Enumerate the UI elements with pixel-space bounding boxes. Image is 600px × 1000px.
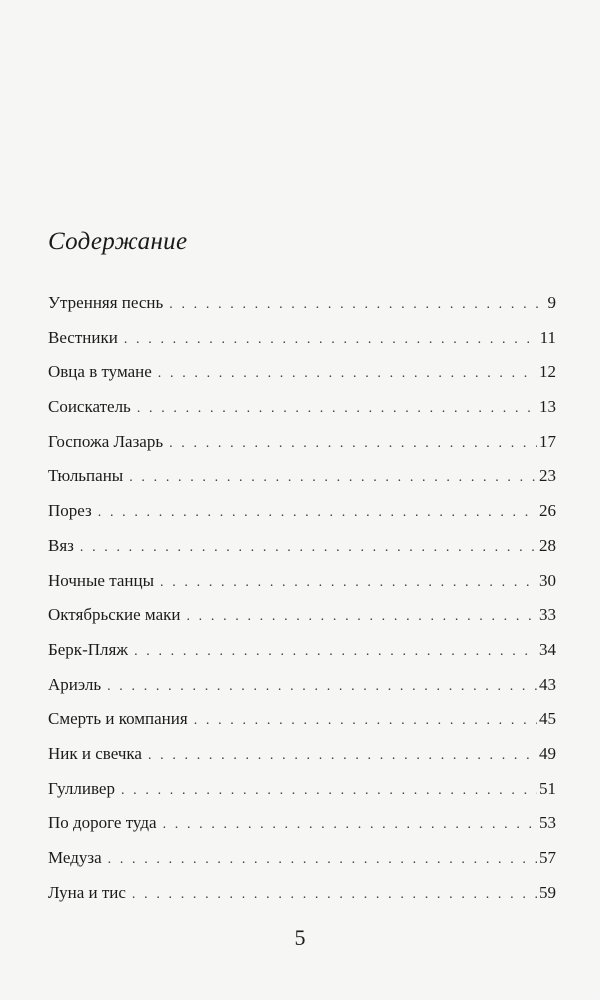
toc-entry-page: 51 <box>539 778 556 798</box>
page-number: 5 <box>294 925 306 950</box>
toc-entry-title: Госпожа Лазарь <box>48 431 164 451</box>
toc-heading: Содержание <box>48 228 188 255</box>
toc-dot-leader <box>129 468 537 488</box>
toc-dot-leader <box>134 642 537 662</box>
toc-entry-title: Медуза <box>48 848 102 867</box>
toc-entry-title: Тюльпаны <box>48 466 124 486</box>
toc-dot-leader <box>108 850 537 870</box>
toc-entry <box>48 536 556 571</box>
toc-entry-title: Утренняя песнь <box>48 293 164 312</box>
toc-entry-title: Порез <box>48 501 92 521</box>
toc-entry-page: 12 <box>539 362 556 382</box>
toc-entry <box>48 813 556 848</box>
toc-entry <box>48 709 556 744</box>
toc-entry <box>48 571 556 606</box>
toc-dot-leader <box>98 503 537 523</box>
toc-entry-page: 45 <box>539 709 556 729</box>
toc-dot-leader <box>137 399 537 419</box>
toc-entry-title: Октябрьские маки <box>48 605 181 625</box>
toc-entry-title: Ник и свечка <box>48 743 142 763</box>
toc-entry-page: 53 <box>539 813 556 833</box>
toc-entry-title: Гулливер <box>48 778 115 798</box>
toc-entry-page: 23 <box>539 466 556 486</box>
toc-entry-title: Луна и тис <box>48 882 126 902</box>
toc-entry-title: Смерть и компания <box>48 709 188 729</box>
toc-entry-page: 11 <box>539 327 556 347</box>
toc-dot-leader <box>163 815 537 835</box>
toc-dot-leader <box>132 885 537 905</box>
toc-entry-title: По дороге туда <box>48 813 157 833</box>
toc-entry-page: 59 <box>539 882 556 902</box>
toc-entry-title: Соискатель <box>48 397 131 417</box>
toc-list <box>48 293 556 917</box>
toc-entry-page: 13 <box>539 397 556 417</box>
toc-dot-leader <box>169 295 542 315</box>
toc-entry <box>48 293 556 328</box>
toc-entry-title: Вестники <box>48 327 118 347</box>
toc-entry-page: 34 <box>539 639 556 659</box>
toc-entry <box>48 848 556 883</box>
toc-entry-title: Ночные танцы <box>48 570 155 590</box>
toc-entry-page: 49 <box>539 743 556 763</box>
toc-entry-title: Вяз <box>48 535 74 555</box>
toc-dot-leader <box>148 746 537 766</box>
toc-entry-page: 17 <box>539 431 556 451</box>
toc-entry-page: 28 <box>539 535 556 555</box>
toc-entry <box>48 501 556 536</box>
toc-entry-title: Ариэль <box>48 674 102 694</box>
toc-dot-leader <box>186 607 537 627</box>
toc-entry <box>48 362 556 397</box>
toc-dot-leader <box>158 364 537 384</box>
toc-entry-page: 30 <box>539 570 556 590</box>
toc-entry-title: Овца в тумане <box>48 362 152 382</box>
toc-entry <box>48 640 556 675</box>
toc-dot-leader <box>121 781 537 801</box>
toc-entry <box>48 432 556 467</box>
toc-entry <box>48 883 556 918</box>
toc-entry-page: 43 <box>539 674 556 694</box>
toc-entry-page: 26 <box>539 501 556 521</box>
toc-entry <box>48 466 556 501</box>
toc-dot-leader <box>169 434 537 454</box>
toc-dot-leader <box>80 538 537 558</box>
toc-entry-page: 9 <box>547 293 556 312</box>
toc-entry-title: Берк-Пляж <box>48 639 129 659</box>
toc-entry-page: 33 <box>539 605 556 625</box>
toc-dot-leader <box>160 573 537 593</box>
toc-entry <box>48 328 556 363</box>
toc-dot-leader <box>124 330 538 350</box>
toc-entry <box>48 605 556 640</box>
toc-entry-page: 57 <box>539 848 556 867</box>
toc-entry <box>48 779 556 814</box>
toc-entry <box>48 397 556 432</box>
toc-dot-leader <box>194 711 537 731</box>
toc-entry <box>48 744 556 779</box>
toc-dot-leader <box>107 677 537 697</box>
toc-entry <box>48 675 556 710</box>
